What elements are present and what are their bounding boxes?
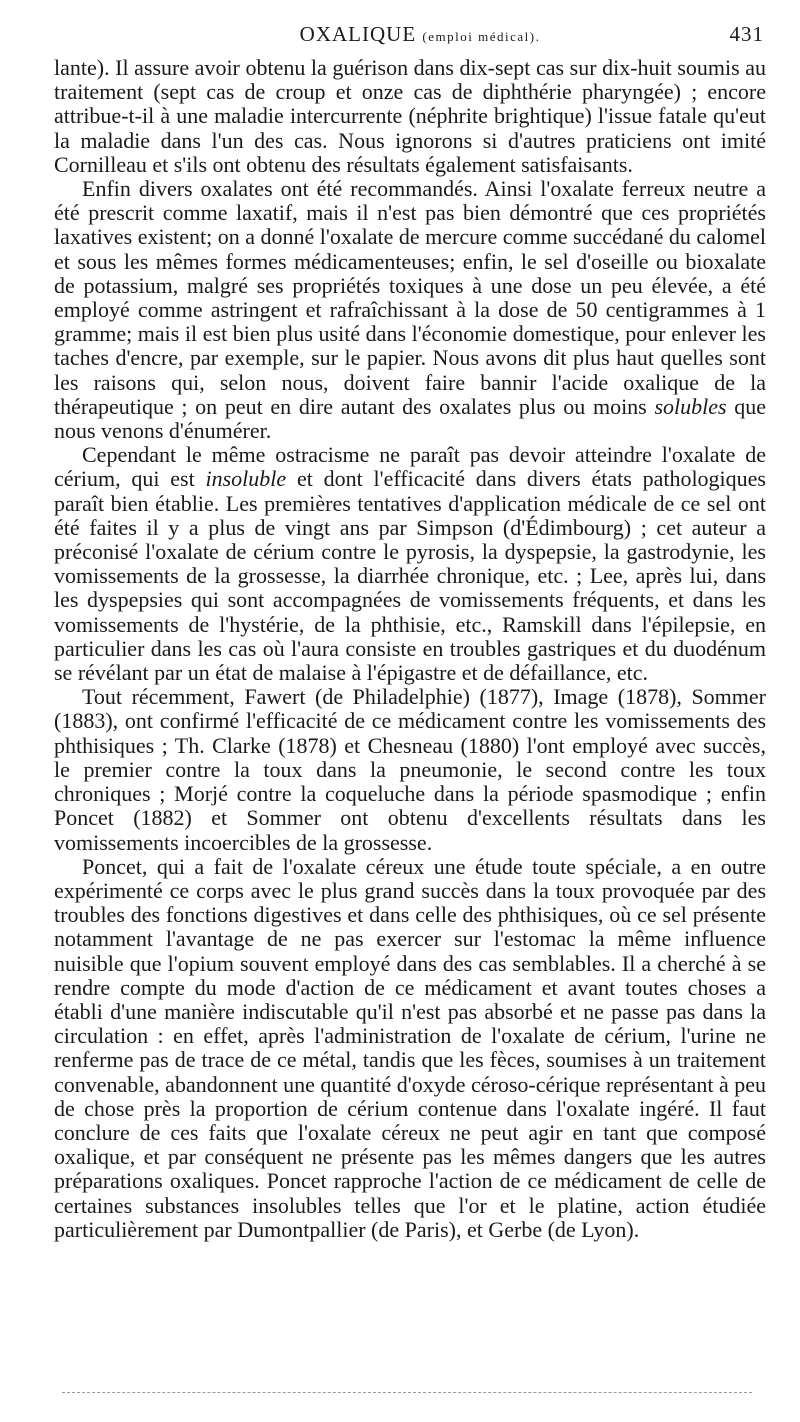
- paragraph-cerium: [54, 443, 766, 685]
- page-number: 431: [729, 22, 764, 46]
- paragraph-oxalates: [54, 177, 766, 443]
- paragraph-poncet: Poncet, qui a fait de l'oxalate céreux une étude toute spéciale, a en outre expérimenté ce corps avec le plus grand succès dans la toux provoquée par des troubles des fonctions digestives et dans celle des phthisiques, où ce sel présente notamment l'avantage de ne pas exercer sur l'estomac la même influence nuisible que l'opium souvent employé dans des cas semblables. Il a cherché à se rendre compte du mode d'action de ce médicament et avant toutes choses a établi d'une manière indiscutable qu'il n'est pas absorbé et ne passe pas dans la circulation : en effet, après l'administration de l'oxalate de cérium, l'urine ne renferme pas de trace de ce métal, tandis que les fèces, soumises à un traitement convenable, abandonnent une quantité d'oxyde céroso-cérique représentant à peu de chose près la proportion de cérium contenue dans l'oxalate ingéré. Il faut conclure de ces faits que l'oxalate céreux ne peut agir en tant que composé oxalique, et par conséquent ne présente pas les mêmes dangers que les autres préparations oxaliques. Poncet rapproche l'action de ce médicament de celle de certaines substances insolubles telles que l'or et le platine, action étudiée particulièrement par Dumontpallier (de Paris), et Gerbe (de Lyon).: [54, 853, 766, 1242]
- paragraph-continuation: lante). Il assure avoir obtenu la guérison dans dix-sept cas sur dix-huit soumis au traitement (sept cas de croup et onze cas de diphthérie pharyngée) ; encore attribue-t-il à une maladie intercurrente (néphrite brightique) l'issue fatale qu'eut la maladie dans l'un des cas. Nous ignorons si d'autres praticiens ont imité Cornilleau et s'ils ont obtenu des résultats également satisfaisants.: [54, 55, 766, 177]
- paragraph-recent-studies: Tout récemment, Fawert (de Philadelphie) (1877), Image (1878), Sommer (1883), ont confirmé l'efficacité de ce médicament contre les vomissements des phthisiques ; Th. Clarke (1878) et Chesneau (1880) l'ont employé avec succès, le premier contre la toux dans la pneumonie, le second contre les toux chroniques ; Morjé contre la coqueluche dans la période spasmodique ; enfin Poncet (1882) et Sommer ont obtenu d'excellents résultats dans les vomissements incoercibles de la grossesse.: [54, 684, 766, 855]
- header-title: OXALIQUE: [299, 22, 417, 46]
- paragraph-cerium-text: Cependant le même ostracisme ne paraît pas devoir atteindre l'oxalate de cérium, qui est: [54, 442, 766, 492]
- emphasis-insoluble: insoluble: [205, 466, 287, 492]
- paragraph-oxalates-tail: que nous venons d'énumérer.: [54, 393, 767, 444]
- running-head: [54, 22, 766, 56]
- emphasis-solubles: solubles: [654, 393, 727, 419]
- body-text: [54, 56, 766, 1242]
- paragraph-cerium-tail: et dont l'efficacité dans divers états pathologiques paraît bien établie. Les premières tentatives d'application médicale de ce sel ont été faites il y a plus de vingt ans par Simpson (d'Édimbourg) ; cet auteur a préconisé l'oxalate de cérium contre le pyrosis, la dyspepsie, la gastrodynie, les vomissements de la grossesse, la diarrhée chronique, etc. ; Lee, après lui, dans les dyspepsies qui sont accompagnées de vomissements fréquents, et dans les vomissements de l'hystérie, de la phthisie, etc., Ramskill dans l'épilepsie, en particulier dans les cas où l'aura consiste en troubles gastriques et du duodénum se révélant par un état de malaise à l'épigastre et de défaillance, etc.: [54, 466, 766, 686]
- paragraph-oxalates-text: Enfin divers oxalates ont été recommandés. Ainsi l'oxalate ferreux neutre a été prescrit comme laxatif, mais il n'est pas bien démontré que ces propriétés laxatives existent; on a donné l'oxalate de mercure comme succédané du calomel et sous les mêmes formes médicamenteuses; enfin, le sel d'oseille ou bioxalate de potassium, malgré ses propriétés toxiques à une dose un peu élevée, a été employé comme astringent et rafraîchissant à la dose de 50 centigrammes à 1 gramme; mais il est bien plus usité dans l'économie domestique, pour enlever les taches d'encre, par exemple, sur le papier. Nous avons dit plus haut quelles sont les raisons qui, selon nous, doivent faire bannir l'acide oxalique de la thérapeutique ; on peut en dire autant des oxalates plus ou moins: [54, 176, 766, 419]
- book-page: [54, 22, 766, 1242]
- footer-dotted-rule: [62, 1392, 752, 1393]
- running-head-title: [280, 22, 541, 47]
- header-subtitle: (emploi médical).: [422, 29, 541, 44]
